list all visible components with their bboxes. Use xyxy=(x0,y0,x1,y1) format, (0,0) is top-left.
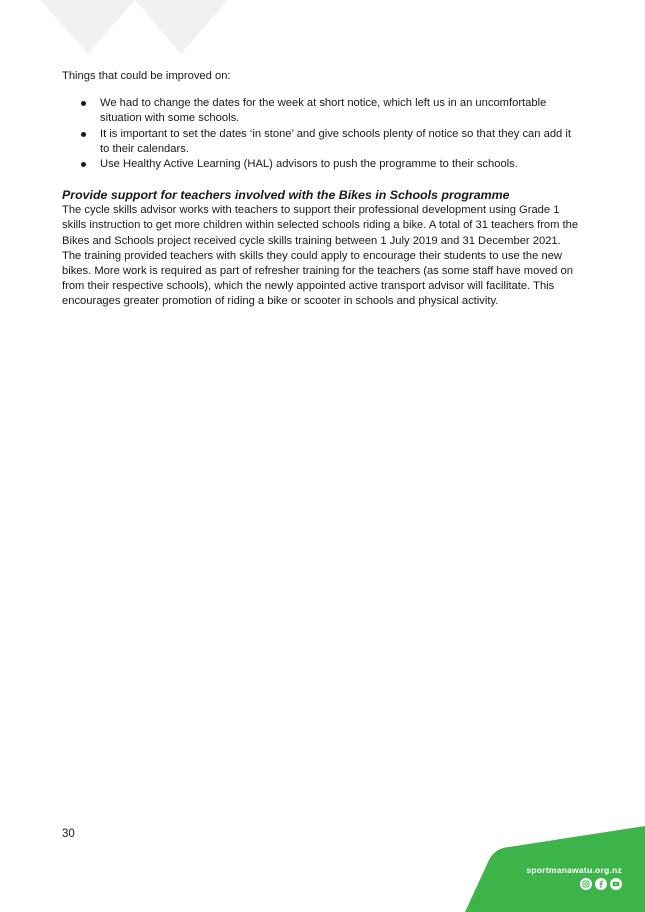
list-item-text: It is important to set the dates ‘in stone’ and give schools plenty of notice so that they can add it to their calendars. xyxy=(100,127,571,155)
header-decoration xyxy=(0,0,260,60)
instagram-icon[interactable] xyxy=(580,878,592,890)
section-heading: Provide support for teachers involved with the Bikes in Schools programme xyxy=(62,188,510,203)
page-number: 30 xyxy=(62,828,75,840)
bullet-icon xyxy=(81,132,86,137)
facebook-icon[interactable] xyxy=(595,878,607,890)
youtube-icon[interactable] xyxy=(610,878,622,890)
section-body: The cycle skills advisor works with teachers to support their professional development using Grade 1 skills instruction to get more children within selected schools riding a bike. A total of 31 teachers from the Bikes and Schools project received cycle skills training between 1 July 2019 and 31 December 2021. The training provided teachers with skills they could apply to encourage their students to use the new bikes. More work is required as part of refresher training for the teachers (as some staff have moved on from their respective schools), which the newly appointed active transport advisor will facilitate. This encourages greater promotion of riding a bike or scooter in schools and physical activity. xyxy=(62,204,579,308)
list-item xyxy=(62,96,582,126)
page-content xyxy=(62,69,582,310)
list-item-text: We had to change the dates for the week at short notice, which left us in an uncomfortable situation with some schools. xyxy=(100,97,547,125)
list-item-text: Use Healthy Active Learning (HAL) advisors to push the programme to their schools. xyxy=(100,158,518,171)
social-links xyxy=(580,878,622,890)
bullet-icon xyxy=(81,101,86,106)
improvements-list xyxy=(62,96,582,172)
bullet-icon xyxy=(81,162,86,167)
improvements-intro: Things that could be improved on: xyxy=(62,70,231,82)
list-item xyxy=(62,127,582,157)
list-item xyxy=(62,157,582,172)
website-link[interactable]: sportmanawatu.org.nz xyxy=(526,865,622,875)
